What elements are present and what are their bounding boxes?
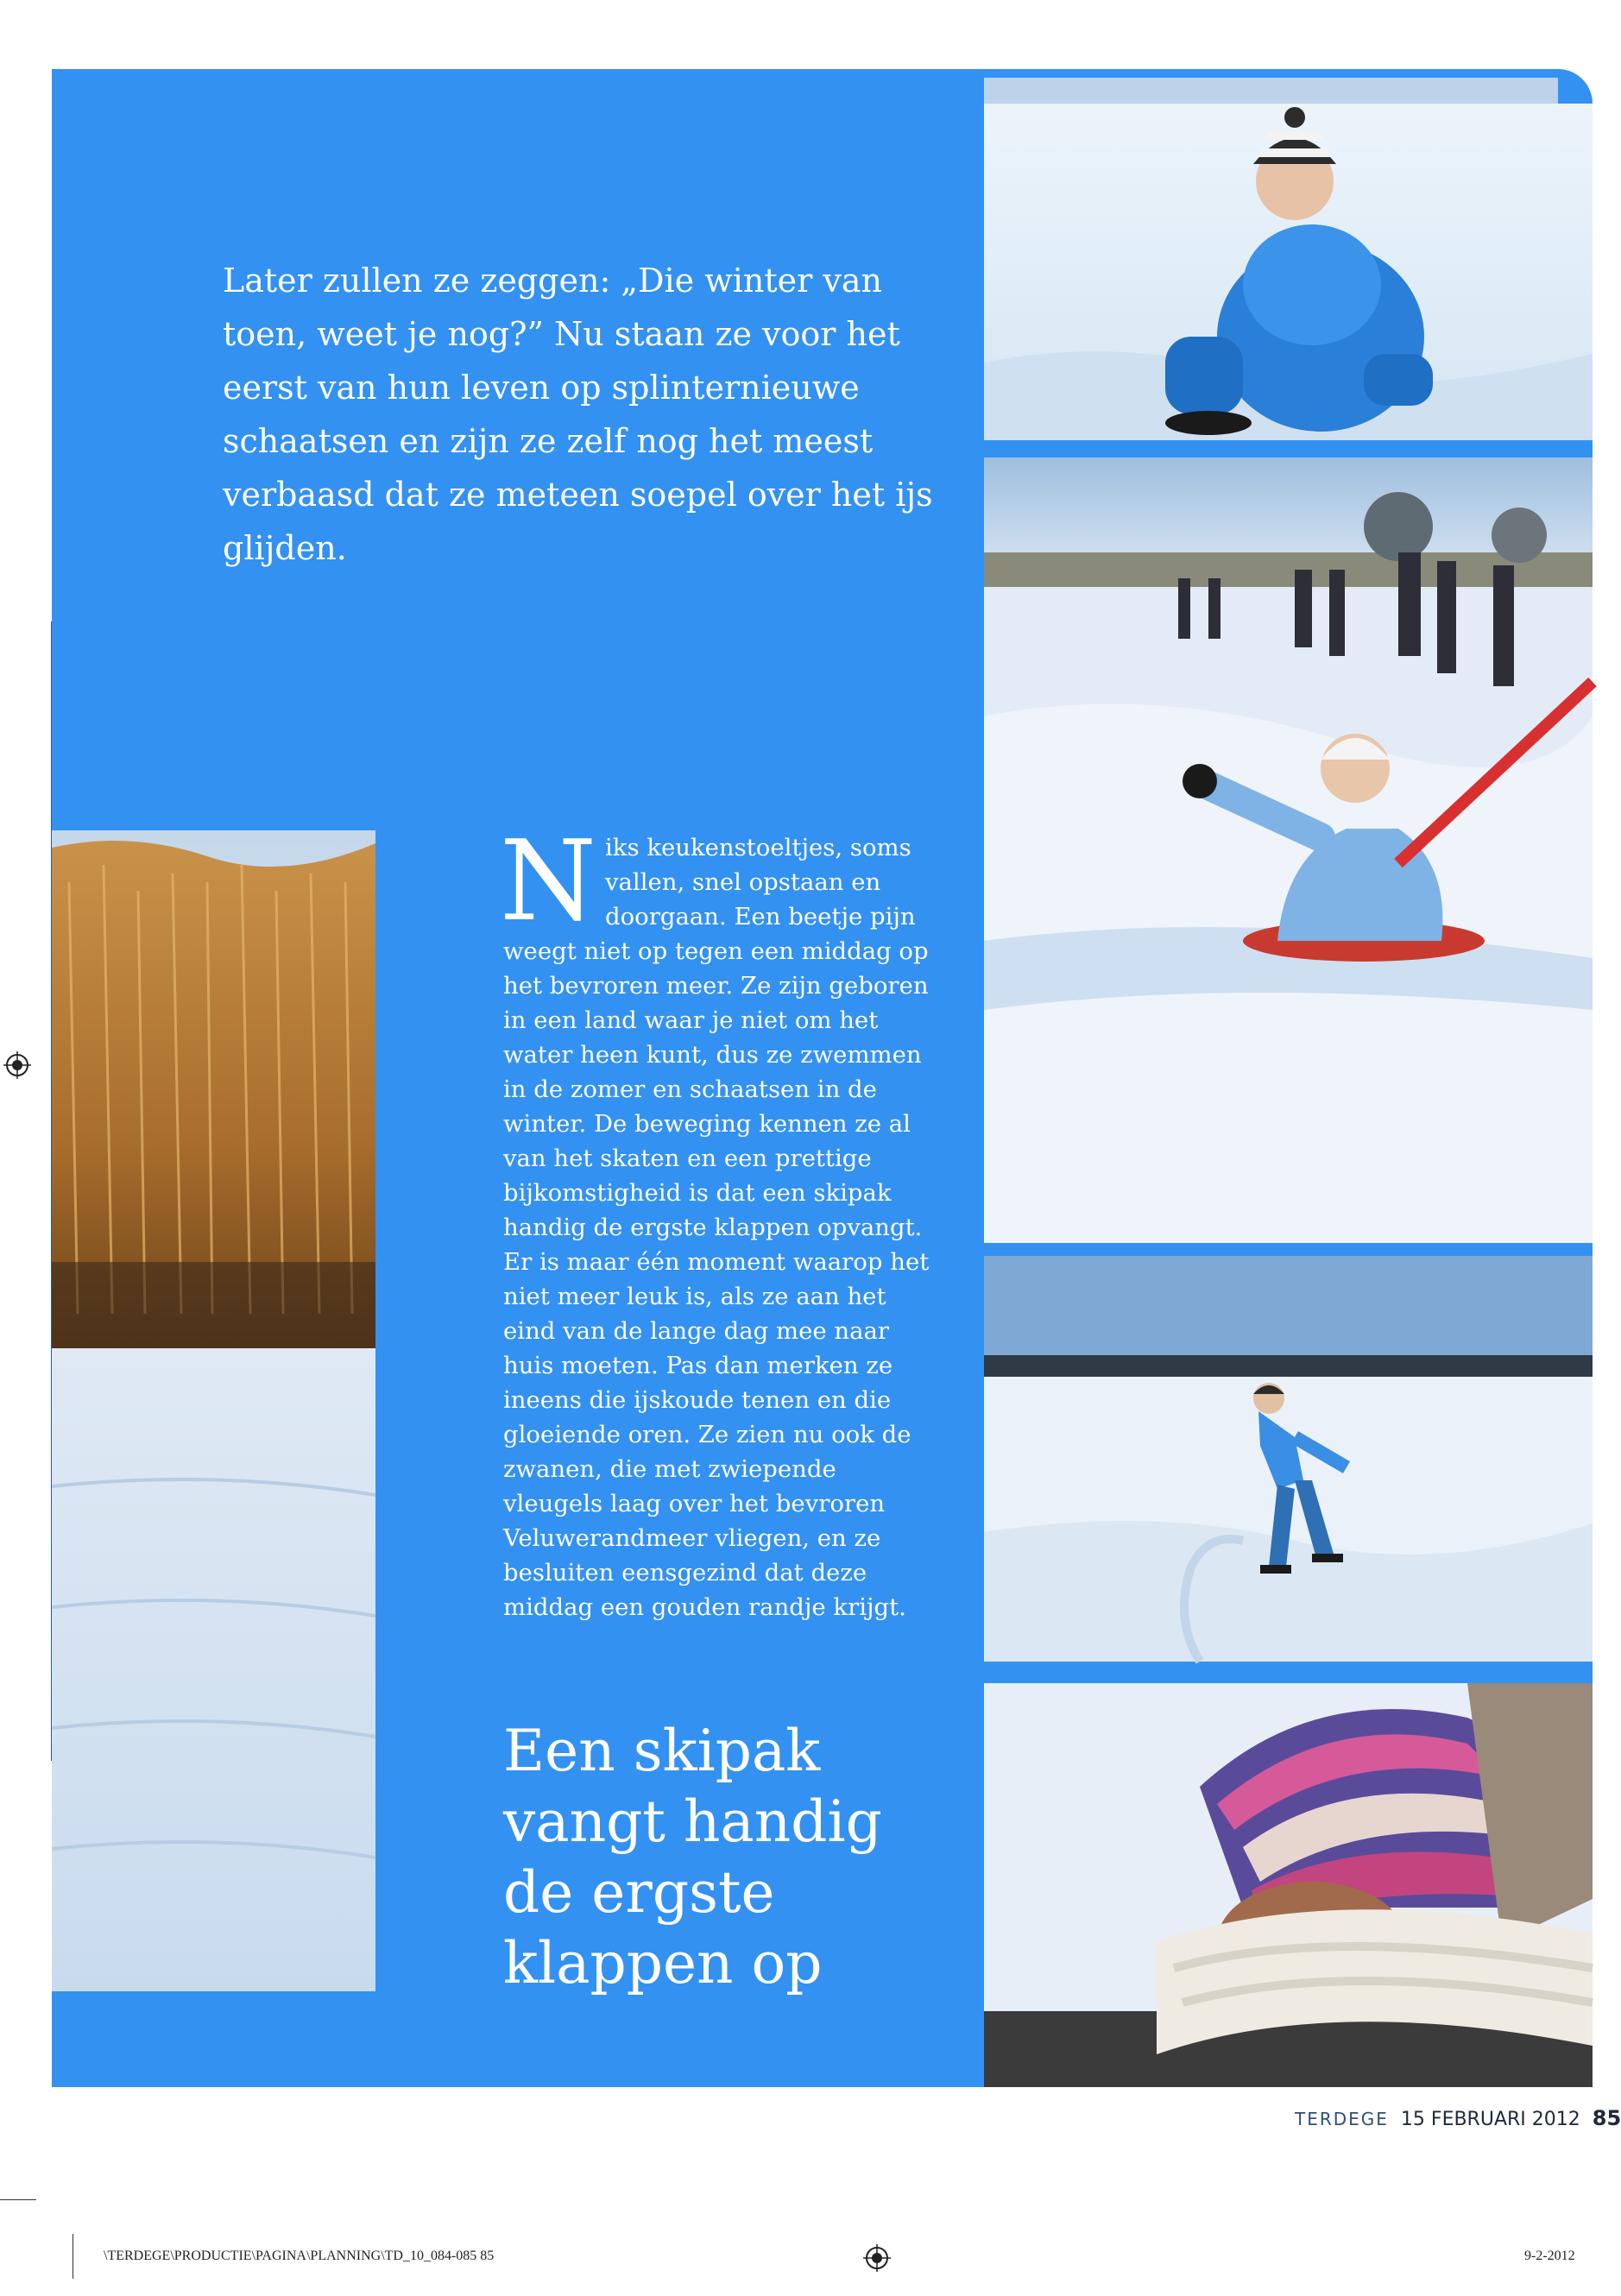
registration-mark-icon: [3, 1051, 31, 1079]
article-paragraph-2: Er is maar één moment waarop het niet meer leuk is, als ze aan het eind van de lange dag mee naar huis moeten. Pas dan merken ze ineens die ijskoude tenen en die gloeiende oren. Ze zien nu ook de zwanen, die met zwiepende vleugels laag over het bevroren Veluwerandmeer vliegen, en ze besluiten eensgezind dat deze middag een gouden randje krijgt.: [503, 1248, 930, 1621]
photo-child-crawling: [984, 78, 1593, 440]
article-paragraph-1-text: iks keukenstoeltjes, soms vallen, snel opstaan en doorgaan. Een beetje pijn weegt niet op tegen een middag op het bevroren meer. Ze zijn geboren in een land waar je niet om het water heen kunt, dus ze zwemmen in de zomer en schaatsen in de winter. De beweging kennen ze al van het skaten en een prettige bijkomstigheid is dat een skipak handig de ergste klappen opvangt.: [503, 834, 929, 1241]
footer-date: 15 FEBRUARI 2012: [1400, 2109, 1580, 2130]
article-body: [500, 817, 935, 1624]
photo-child-hat-scarf: [984, 1683, 1593, 2087]
intro-paragraph: Later zullen ze zeggen: „Die winter van toen, weet je nog?” Nu staan ze voor het eerst van hun leven op splinternieuwe schaatsen en zijn ze zelf nog het meest verbaasd dat ze meteen soepel over het ijs glijden.: [223, 262, 933, 567]
page-number: 85: [1592, 2106, 1621, 2130]
footer-brand: TERDEGE: [1295, 2109, 1389, 2129]
article-paragraph-1: [500, 817, 935, 1245]
slug-path: \TERDEGE\PRODUCTIE\PAGINA\PLANNING\TD_10_084-085 85: [104, 2249, 495, 2263]
drop-cap: N: [500, 817, 596, 946]
photo-sled-skaters: [984, 457, 1593, 1243]
crop-mark: [0, 2199, 36, 2200]
photo-reeds-snow: [52, 830, 375, 1991]
slug-date: 9-2-2012: [1524, 2249, 1575, 2263]
registration-mark-icon: [863, 2244, 891, 2272]
pull-quote: Een skipak vangt handig de ergste klappen op: [503, 1718, 882, 1996]
page-footer: [1295, 2106, 1621, 2132]
photo-column: [984, 69, 1593, 2087]
photo-child-skating: [984, 1256, 1593, 1662]
